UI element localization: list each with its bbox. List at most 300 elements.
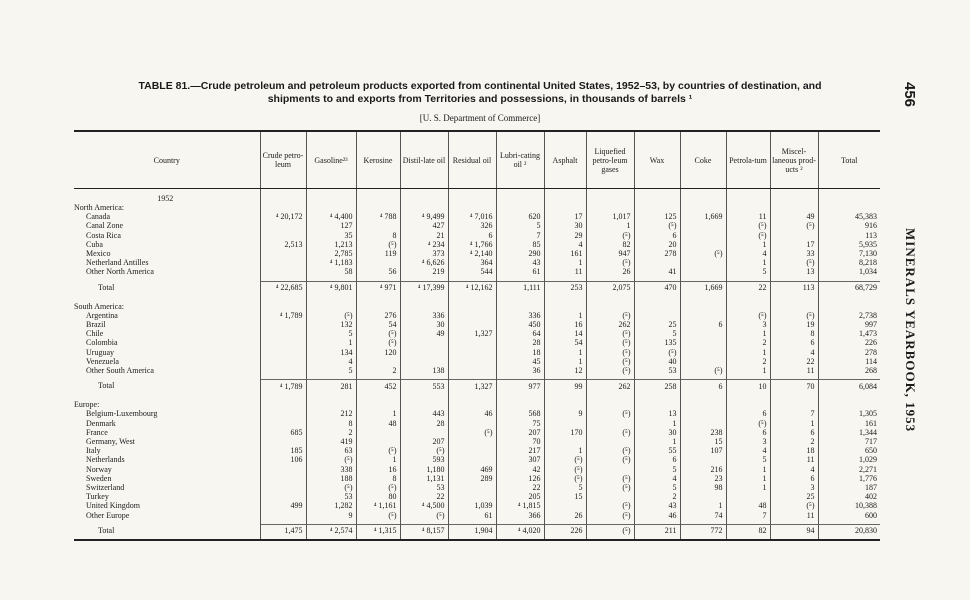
value-cell	[448, 338, 496, 347]
value-cell: 1,305	[818, 409, 880, 418]
column-header: Asphalt	[544, 131, 586, 189]
section-row	[74, 400, 880, 409]
value-cell: 364	[448, 258, 496, 267]
value-cell	[448, 483, 496, 492]
value-cell	[726, 492, 770, 501]
section-row	[74, 302, 880, 311]
total-cell: ⁴ 22,685	[260, 281, 306, 294]
table-cell	[448, 400, 496, 409]
table-cell	[356, 392, 400, 400]
value-cell: 15	[680, 437, 726, 446]
value-cell: (⁵)	[680, 366, 726, 375]
value-cell: 8	[356, 474, 400, 483]
value-cell: 126	[496, 474, 544, 483]
value-cell: (⁵)	[400, 511, 448, 520]
value-cell	[448, 446, 496, 455]
table-cell	[448, 203, 496, 212]
total-cell: 99	[544, 380, 586, 393]
value-cell: 278	[634, 249, 680, 258]
value-cell	[356, 437, 400, 446]
value-cell: (⁵)	[544, 455, 586, 464]
country-name: Netherland Antilles	[86, 258, 149, 268]
exports-table	[74, 130, 880, 541]
table-cell	[306, 537, 356, 540]
value-cell: (⁵)	[586, 409, 634, 418]
table-row	[74, 267, 880, 276]
value-cell: 138	[400, 366, 448, 375]
value-cell: 1,039	[448, 501, 496, 510]
value-cell: 30	[544, 221, 586, 230]
table-end-rule	[74, 537, 880, 540]
table-cell	[818, 400, 880, 409]
total-cell: ⁴ 8,157	[400, 524, 448, 537]
value-cell: 6	[726, 428, 770, 437]
value-cell: 226	[818, 338, 880, 347]
total-cell: 1,475	[260, 524, 306, 537]
value-cell: (⁵)	[586, 258, 634, 267]
table-cell	[818, 302, 880, 311]
value-cell: ⁴ 4,500	[400, 501, 448, 510]
total-cell: 6,084	[818, 380, 880, 393]
table-cell	[818, 537, 880, 540]
value-cell: 2	[726, 338, 770, 347]
value-cell: 1,344	[818, 428, 880, 437]
table-cell	[634, 302, 680, 311]
table-cell	[496, 294, 544, 302]
value-cell: 35	[306, 231, 356, 240]
total-cell: ⁴ 9,801	[306, 281, 356, 294]
value-cell: (⁵)	[356, 446, 400, 455]
table-row	[74, 311, 880, 320]
spacer-row	[74, 392, 880, 400]
table-cell	[770, 189, 818, 204]
value-cell: 26	[544, 511, 586, 520]
value-cell: 22	[496, 483, 544, 492]
value-cell: 207	[400, 437, 448, 446]
value-cell	[260, 348, 306, 357]
total-cell: ⁴ 971	[356, 281, 400, 294]
value-cell: 278	[818, 348, 880, 357]
value-cell: 132	[306, 320, 356, 329]
value-cell: 185	[260, 446, 306, 455]
table-cell	[260, 302, 306, 311]
table-cell	[586, 203, 634, 212]
value-cell: (⁵)	[306, 483, 356, 492]
total-cell: 2,075	[586, 281, 634, 294]
value-cell: (⁵)	[726, 311, 770, 320]
total-cell: 258	[634, 380, 680, 393]
year-row	[74, 189, 880, 204]
table-cell	[680, 203, 726, 212]
country-name: Italy	[86, 446, 101, 456]
value-cell: (⁵)	[634, 348, 680, 357]
value-cell: 125	[634, 212, 680, 221]
value-cell: 9	[544, 409, 586, 418]
value-cell: 8	[770, 329, 818, 338]
value-cell: 55	[634, 446, 680, 455]
value-cell: 1	[770, 419, 818, 428]
table-row	[74, 492, 880, 501]
value-cell	[680, 409, 726, 418]
section-row	[74, 203, 880, 212]
table-cell	[356, 203, 400, 212]
value-cell: 13	[770, 267, 818, 276]
value-cell: (⁵)	[448, 428, 496, 437]
value-cell: 7	[726, 511, 770, 520]
table-cell	[586, 392, 634, 400]
table-cell	[544, 294, 586, 302]
value-cell: (⁵)	[400, 446, 448, 455]
total-cell: 1,669	[680, 281, 726, 294]
value-cell: 161	[544, 249, 586, 258]
value-cell: 135	[634, 338, 680, 347]
value-cell: (⁵)	[586, 474, 634, 483]
value-cell	[448, 311, 496, 320]
column-header: Kerosine	[356, 131, 400, 189]
value-cell: 19	[770, 320, 818, 329]
value-cell	[356, 428, 400, 437]
value-cell: 4	[634, 474, 680, 483]
value-cell	[260, 267, 306, 276]
table-cell	[634, 537, 680, 540]
table-row	[74, 212, 880, 221]
value-cell: 650	[818, 446, 880, 455]
value-cell: 11	[544, 267, 586, 276]
value-cell	[260, 357, 306, 366]
column-header: Gasoline²³	[306, 131, 356, 189]
value-cell: 18	[770, 446, 818, 455]
value-cell	[448, 492, 496, 501]
value-cell: 18	[496, 348, 544, 357]
value-cell	[586, 419, 634, 428]
value-cell: 373	[400, 249, 448, 258]
table-body	[74, 189, 880, 540]
spacer	[74, 294, 260, 302]
section-label: North America:	[74, 203, 124, 212]
value-cell: 1,282	[306, 501, 356, 510]
value-cell	[260, 231, 306, 240]
total-label: Total	[98, 526, 115, 536]
value-cell: 2	[356, 366, 400, 375]
table-cell	[634, 203, 680, 212]
value-cell: 5	[634, 465, 680, 474]
table-cell	[306, 302, 356, 311]
value-cell: 36	[496, 366, 544, 375]
value-cell: 9	[306, 511, 356, 520]
value-cell: 45	[496, 357, 544, 366]
column-header: Country	[74, 131, 260, 189]
value-cell: (⁵)	[586, 455, 634, 464]
value-cell	[260, 320, 306, 329]
country-name: Cuba	[86, 239, 103, 249]
value-cell	[680, 455, 726, 464]
value-cell: 8,218	[818, 258, 880, 267]
value-cell: 997	[818, 320, 880, 329]
country-name: Belgium-Luxembourg	[86, 409, 158, 419]
total-cell: 553	[400, 380, 448, 393]
value-cell: 58	[306, 267, 356, 276]
value-cell: 113	[818, 231, 880, 240]
table-cell	[770, 537, 818, 540]
value-cell: 1	[544, 446, 586, 455]
value-cell: 1	[356, 455, 400, 464]
value-cell: (⁵)	[586, 231, 634, 240]
table-row	[74, 419, 880, 428]
value-cell: 2,738	[818, 311, 880, 320]
country-name: Canal Zone	[86, 221, 124, 231]
value-cell: 427	[400, 221, 448, 230]
value-cell: 1,776	[818, 474, 880, 483]
value-cell: 4	[726, 249, 770, 258]
value-cell: 1,473	[818, 329, 880, 338]
value-cell: 20	[634, 240, 680, 249]
table-row	[74, 357, 880, 366]
value-cell: 49	[400, 329, 448, 338]
value-cell: 33	[770, 249, 818, 258]
value-cell: 289	[448, 474, 496, 483]
value-cell: 5	[726, 455, 770, 464]
table-cell	[400, 302, 448, 311]
value-cell: 23	[680, 474, 726, 483]
value-cell: 6	[634, 455, 680, 464]
value-cell: 402	[818, 492, 880, 501]
column-header: Crude petro-leum	[260, 131, 306, 189]
total-cell: 6	[680, 380, 726, 393]
value-cell: 74	[680, 511, 726, 520]
value-cell	[260, 474, 306, 483]
value-cell: 29	[544, 231, 586, 240]
value-cell	[260, 419, 306, 428]
table-cell	[680, 537, 726, 540]
value-cell: (⁵)	[544, 474, 586, 483]
value-cell: 685	[260, 428, 306, 437]
total-cell: 772	[680, 524, 726, 537]
country-name: Mexico	[86, 249, 111, 259]
value-cell: 5	[634, 329, 680, 338]
value-cell: 3	[726, 437, 770, 446]
value-cell	[680, 492, 726, 501]
table-cell	[726, 392, 770, 400]
value-cell	[260, 329, 306, 338]
value-cell: 8	[306, 419, 356, 428]
country-name: Other South America	[86, 366, 154, 376]
value-cell	[680, 311, 726, 320]
value-cell: (⁵)	[586, 428, 634, 437]
value-cell	[680, 348, 726, 357]
table-row	[74, 221, 880, 230]
country-name: Costa Rica	[86, 230, 121, 240]
value-cell: 30	[400, 320, 448, 329]
value-cell: 3	[770, 483, 818, 492]
value-cell	[260, 258, 306, 267]
country-name: Colombia	[86, 338, 118, 348]
table-cell	[400, 189, 448, 204]
value-cell: 1	[726, 329, 770, 338]
value-cell: 6	[448, 231, 496, 240]
value-cell: ⁴ 20,172	[260, 212, 306, 221]
value-cell	[680, 258, 726, 267]
table-cell	[356, 400, 400, 409]
value-cell	[586, 437, 634, 446]
total-cell: ⁴ 17,399	[400, 281, 448, 294]
total-cell: 1,111	[496, 281, 544, 294]
value-cell: 326	[448, 221, 496, 230]
table-cell	[448, 302, 496, 311]
table-row	[74, 348, 880, 357]
table-cell	[818, 392, 880, 400]
value-cell: 216	[680, 465, 726, 474]
value-cell: ⁴ 234	[400, 240, 448, 249]
table-row	[74, 446, 880, 455]
table-cell	[818, 294, 880, 302]
value-cell: (⁵)	[356, 511, 400, 520]
value-cell: 2,271	[818, 465, 880, 474]
value-cell: (⁵)	[586, 329, 634, 338]
table-cell	[306, 392, 356, 400]
value-cell	[586, 465, 634, 474]
country-name: Venezuela	[86, 356, 119, 366]
value-cell: 22	[400, 492, 448, 501]
total-cell: 262	[586, 380, 634, 393]
value-cell	[400, 357, 448, 366]
value-cell: 1	[726, 366, 770, 375]
table-row	[74, 455, 880, 464]
value-cell	[448, 455, 496, 464]
total-cell: 68,729	[818, 281, 880, 294]
value-cell: 25	[770, 492, 818, 501]
value-cell: 53	[400, 483, 448, 492]
value-cell: 5	[306, 366, 356, 375]
table-cell	[586, 302, 634, 311]
table-row	[74, 428, 880, 437]
table-header	[74, 131, 880, 189]
total-cell: 452	[356, 380, 400, 393]
table-cell	[726, 537, 770, 540]
value-cell: 419	[306, 437, 356, 446]
table-row	[74, 240, 880, 249]
value-cell: 499	[260, 501, 306, 510]
section-label: Europe:	[74, 400, 100, 410]
value-cell: 40	[634, 357, 680, 366]
value-cell: 63	[306, 446, 356, 455]
value-cell	[448, 437, 496, 446]
table-cell	[448, 189, 496, 204]
total-cell: 1,904	[448, 524, 496, 537]
table-row	[74, 329, 880, 338]
value-cell	[260, 338, 306, 347]
value-cell: (⁵)	[586, 446, 634, 455]
value-cell: (⁵)	[356, 338, 400, 347]
table-row	[74, 483, 880, 492]
country-name: Chile	[86, 329, 104, 339]
table-cell	[496, 203, 544, 212]
value-cell: 7	[770, 409, 818, 418]
country-name: Denmark	[86, 418, 116, 428]
table-cell	[818, 203, 880, 212]
value-cell	[448, 357, 496, 366]
value-cell: 98	[680, 483, 726, 492]
value-cell: 620	[496, 212, 544, 221]
value-cell: (⁵)	[770, 501, 818, 510]
table-cell	[544, 189, 586, 204]
table-row	[74, 474, 880, 483]
spacer-row	[74, 294, 880, 302]
total-cell: 470	[634, 281, 680, 294]
value-cell: 1	[586, 221, 634, 230]
value-cell: 22	[770, 357, 818, 366]
table-title-line2: shipments to and exports from Territories and possessions, in thousands of barrels ¹	[267, 93, 693, 105]
value-cell: ⁴ 1,161	[356, 501, 400, 510]
value-cell: 43	[634, 501, 680, 510]
value-cell: (⁵)	[586, 311, 634, 320]
value-cell: (⁵)	[770, 311, 818, 320]
column-header: Miscel-laneous prod-ucts ²	[770, 131, 818, 189]
value-cell: 7,130	[818, 249, 880, 258]
value-cell: (⁵)	[586, 483, 634, 492]
value-cell: 28	[400, 419, 448, 428]
value-cell	[680, 231, 726, 240]
value-cell: 61	[496, 267, 544, 276]
value-cell: 7	[496, 231, 544, 240]
total-cell: 211	[634, 524, 680, 537]
table-cell	[680, 294, 726, 302]
value-cell: 219	[400, 267, 448, 276]
value-cell	[544, 501, 586, 510]
value-cell	[634, 258, 680, 267]
value-cell: 1,213	[306, 240, 356, 249]
value-cell: 307	[496, 455, 544, 464]
value-cell: 48	[726, 501, 770, 510]
value-cell	[260, 221, 306, 230]
value-cell: 54	[544, 338, 586, 347]
value-cell: 85	[496, 240, 544, 249]
value-cell: 205	[496, 492, 544, 501]
value-cell: 53	[634, 366, 680, 375]
value-cell: 16	[356, 465, 400, 474]
value-cell: 42	[496, 465, 544, 474]
value-cell: (⁵)	[726, 419, 770, 428]
value-cell	[586, 492, 634, 501]
table-cell	[680, 302, 726, 311]
country-name: Switzerland	[86, 483, 125, 493]
value-cell: (⁵)	[544, 465, 586, 474]
value-cell: 212	[306, 409, 356, 418]
value-cell: 1,017	[586, 212, 634, 221]
value-cell: 1	[726, 465, 770, 474]
value-cell: 1	[544, 357, 586, 366]
value-cell: 1	[544, 258, 586, 267]
value-cell: (⁵)	[726, 231, 770, 240]
country-name: Other Europe	[86, 510, 130, 520]
table-cell	[448, 294, 496, 302]
value-cell: 4	[770, 348, 818, 357]
value-cell: 21	[400, 231, 448, 240]
total-cell: ⁴ 1,789	[260, 380, 306, 393]
table-cell	[400, 537, 448, 540]
total-cell: 82	[726, 524, 770, 537]
table-row	[74, 511, 880, 520]
table-cell	[586, 189, 634, 204]
value-cell: 469	[448, 465, 496, 474]
value-cell: 1,029	[818, 455, 880, 464]
value-cell: 15	[544, 492, 586, 501]
value-cell: 28	[496, 338, 544, 347]
table-cell	[586, 294, 634, 302]
value-cell	[260, 492, 306, 501]
table-cell	[544, 203, 586, 212]
total-cell: ⁴ 12,162	[448, 281, 496, 294]
table-source: [U. S. Department of Commerce]	[419, 113, 541, 123]
